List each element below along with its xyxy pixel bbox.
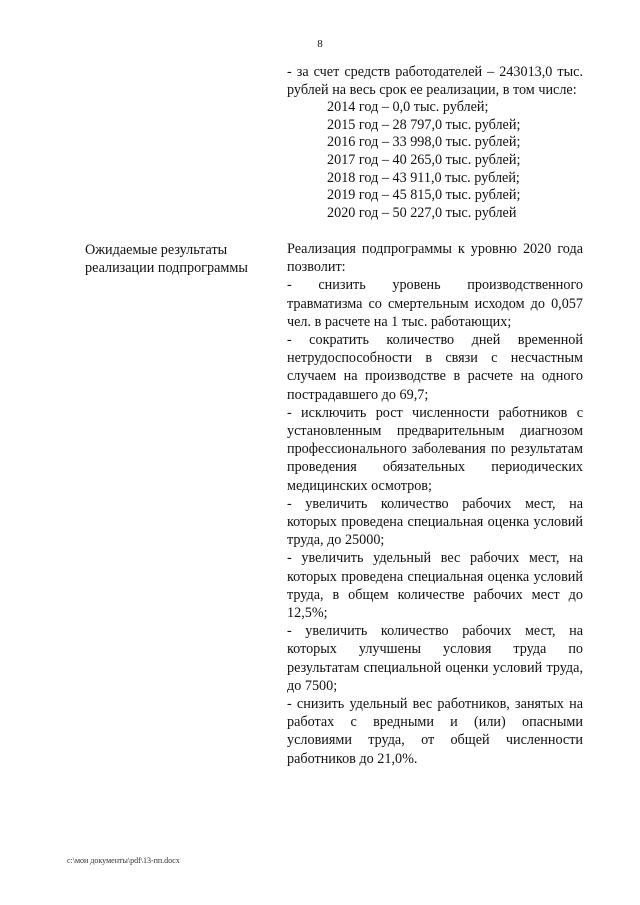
results-section: [287, 240, 583, 768]
funding-intro: - за счет средств работодателей – 243013,0 тыс. рублей на весь срок ее реализации, в том числе:: [287, 64, 583, 98]
results-intro: Реализация подпрограммы к уровню 2020 года позволит:: [287, 241, 583, 276]
result-item-improved-workplaces: - увеличить количество рабочих мест, на которых улучшены условия труда по результатам специальной оценки условий труда, до 7500;: [287, 623, 583, 694]
result-item-hazardous-share: - снизить удельный вес работников, занятых на работах с вредными и (или) опасными условиями труда, от общей численности работников до 21,0%.: [287, 696, 583, 767]
funding-year-2018: 2018 год – 43 911,0 тыс. рублей;: [327, 169, 520, 186]
page-number: 8: [317, 38, 323, 50]
result-item-occupational-disease: - исключить рост численности работников с установленным предварительным диагнозом профессионального заболевания по результатам проведения обязательных периодических медицинских осмотров;: [287, 404, 583, 494]
funding-year-2020: 2020 год – 50 227,0 тыс. рублей: [327, 204, 517, 221]
funding-section: [287, 64, 583, 222]
footer-file-path: c:\мои документы\pdf\13-пп.docx: [67, 856, 180, 865]
funding-year-2019: 2019 год – 45 815,0 тыс. рублей;: [327, 187, 521, 204]
result-item-assessed-share: - увеличить удельный вес рабочих мест, на которых проведена специальная оценка условий труда, в общем количестве рабочих мест до 12,5%;: [287, 550, 583, 622]
funding-year-2016: 2016 год – 33 998,0 тыс. рублей;: [327, 134, 521, 151]
funding-year-2017: 2017 год – 40 265,0 тыс. рублей;: [327, 151, 521, 168]
result-item-disability-days: - сократить количество дней временной нетрудоспособности в связи с несчастным случаем на производстве в расчете на одного пострадавшего до 69,7;: [287, 332, 583, 403]
results-label: Ожидаемые результаты реализации подпрограммы: [85, 242, 248, 276]
funding-years-list: [327, 99, 583, 222]
funding-year-2014: 2014 год – 0,0 тыс. рублей;: [327, 99, 489, 116]
result-item-assessed-workplaces: - увеличить количество рабочих мест, на которых проведена специальная оценка условий труда, до 25000;: [287, 495, 583, 549]
funding-year-2015: 2015 год – 28 797,0 тыс. рублей;: [327, 116, 521, 133]
result-item-injuries: - снизить уровень производственного травматизма со смертельным исходом до 0,057 чел. в расчете на 1 тыс. работающих;: [287, 277, 583, 330]
